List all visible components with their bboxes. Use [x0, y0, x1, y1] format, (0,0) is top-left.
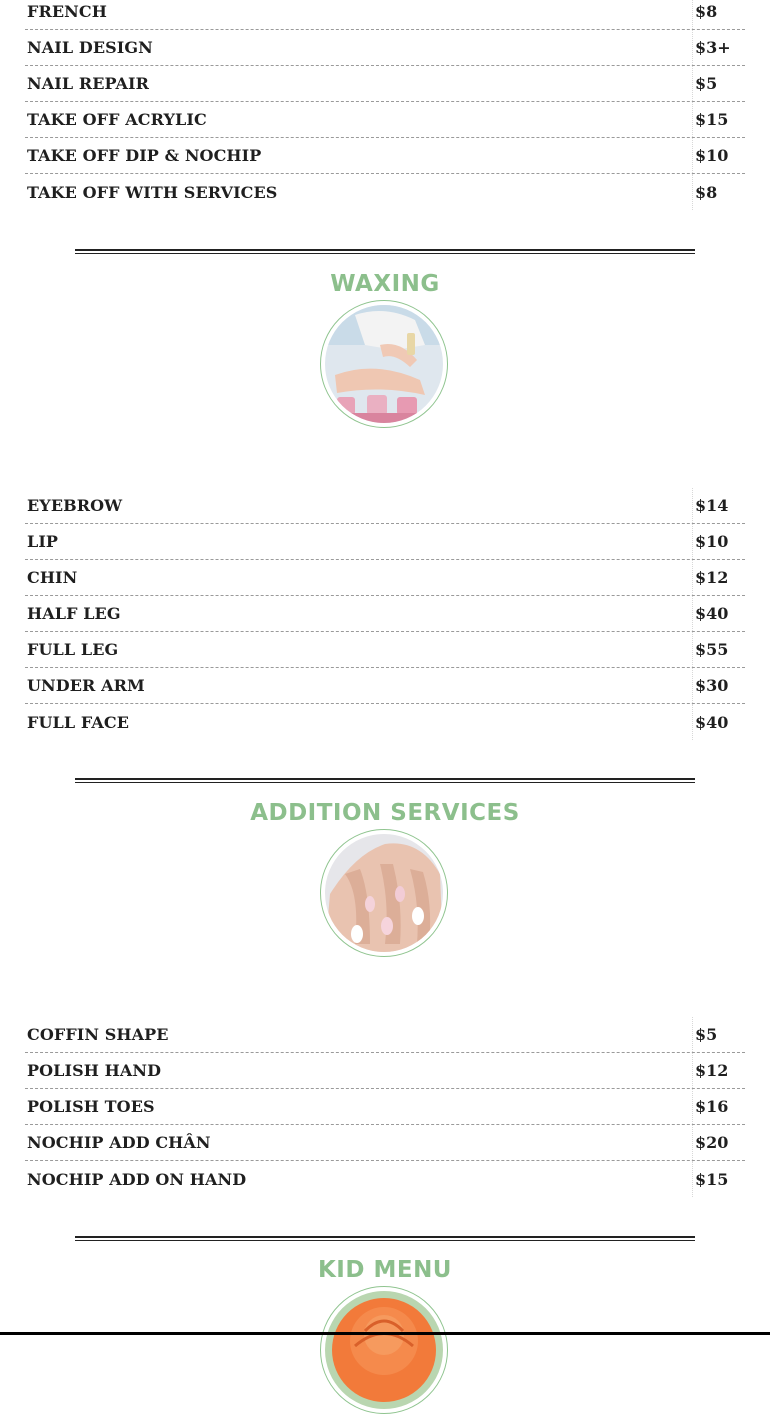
- menu-row: [25, 174, 745, 210]
- service-name: LIP: [27, 532, 59, 551]
- menu-row: [25, 668, 745, 704]
- service-price: $5: [692, 66, 745, 101]
- service-price: $10: [692, 524, 745, 559]
- service-name: NOCHIP ADD ON HAND: [27, 1169, 247, 1189]
- service-name: NAIL DESIGN: [27, 38, 153, 57]
- menu-row: [25, 102, 745, 138]
- service-price: $20: [692, 1125, 745, 1160]
- menu-row: [25, 704, 745, 740]
- service-price: $12: [692, 1053, 745, 1088]
- menu-list-waxing: [25, 488, 745, 740]
- section-title-kid-menu: KID MENU: [317, 1257, 452, 1283]
- menu-list-addition-services: [25, 1017, 745, 1197]
- service-name: EYEBROW: [27, 496, 123, 515]
- menu-row: [25, 1053, 745, 1089]
- service-price: $15: [692, 102, 745, 137]
- service-price: $55: [692, 632, 745, 667]
- service-price: $14: [692, 488, 745, 523]
- menu-row: [25, 1017, 745, 1053]
- service-price: $15: [692, 1161, 745, 1197]
- waxing-image: [320, 300, 448, 428]
- menu-row: [25, 0, 745, 30]
- service-price: $5: [692, 1017, 745, 1052]
- service-name: UNDER ARM: [27, 676, 145, 695]
- service-name: TAKE OFF DIP & NOCHIP: [27, 146, 262, 165]
- service-name: CHIN: [27, 568, 78, 587]
- service-name: TAKE OFF WITH SERVICES: [27, 182, 278, 202]
- service-price: $16: [692, 1089, 745, 1124]
- menu-row: [25, 560, 745, 596]
- section-divider: [75, 249, 695, 254]
- service-name: HALF LEG: [27, 604, 121, 623]
- menu-row: [25, 524, 745, 560]
- menu-row: [25, 1089, 745, 1125]
- service-name: POLISH TOES: [27, 1097, 155, 1116]
- service-price: $40: [692, 596, 745, 631]
- kid-menu-image: [320, 1286, 448, 1414]
- menu-row: [25, 488, 745, 524]
- section-divider: [75, 778, 695, 783]
- menu-row: [25, 66, 745, 102]
- service-price: $8: [692, 0, 745, 29]
- service-name: NOCHIP ADD CHÂN: [27, 1133, 211, 1152]
- manicured-hands-illustration: [325, 834, 443, 952]
- menu-row: [25, 1161, 745, 1197]
- service-name: FULL LEG: [27, 640, 119, 659]
- service-price: $8: [692, 174, 745, 210]
- service-price: $12: [692, 560, 745, 595]
- section-title-waxing: WAXING: [330, 271, 440, 297]
- menu-list-top: [25, 0, 745, 210]
- service-price: $10: [692, 138, 745, 173]
- service-price: $30: [692, 668, 745, 703]
- addition-services-image: [320, 829, 448, 957]
- service-name: COFFIN SHAPE: [27, 1025, 169, 1044]
- menu-row: [25, 138, 745, 174]
- service-price: $40: [692, 704, 745, 740]
- menu-row: [25, 632, 745, 668]
- service-name: FRENCH: [27, 2, 107, 21]
- section-title-addition-services: ADDITION SERVICES: [250, 800, 520, 826]
- menu-row: [25, 596, 745, 632]
- section-divider: [75, 1236, 695, 1241]
- service-name: TAKE OFF ACRYLIC: [27, 110, 207, 129]
- service-name: POLISH HAND: [27, 1061, 162, 1080]
- service-name: FULL FACE: [27, 712, 130, 732]
- menu-row: [25, 1125, 745, 1161]
- menu-row: [25, 30, 745, 66]
- orange-rose-illustration: [325, 1291, 443, 1409]
- service-name: NAIL REPAIR: [27, 74, 149, 93]
- service-price: $3+: [692, 30, 745, 65]
- waxing-legs-illustration: [325, 305, 443, 423]
